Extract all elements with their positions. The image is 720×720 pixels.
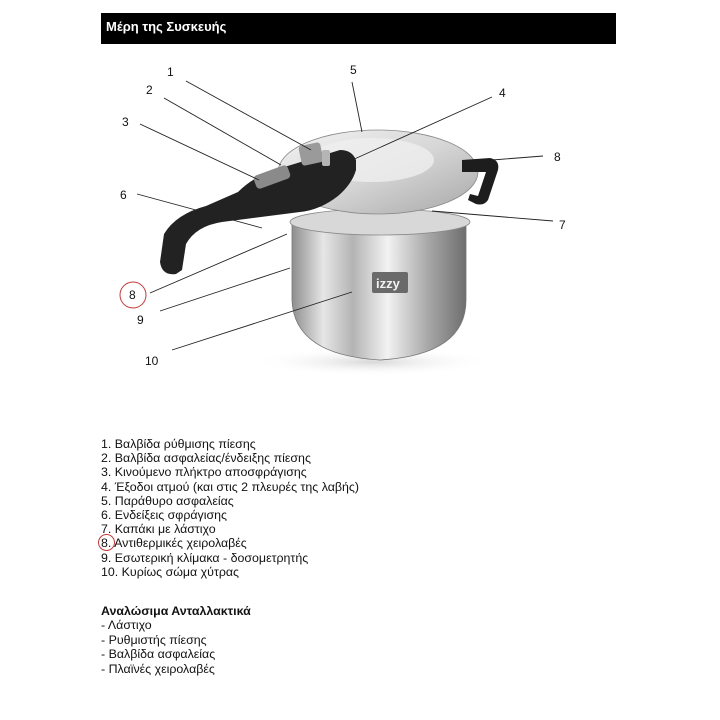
callout-5: 5 (350, 63, 357, 77)
safety-valve (322, 150, 330, 166)
consumables-title: Αναλώσιμα Ανταλλακτικά (101, 604, 251, 618)
parts-list-item: 9. Εσωτερική κλίμακα - δοσομετρητής (101, 550, 309, 565)
consumables-item: - Πλαϊνές χειρολαβές (101, 661, 215, 676)
callout-10: 10 (145, 354, 159, 368)
callout-2: 2 (146, 83, 153, 97)
parts-list-item: 1. Βαλβίδα ρύθμισης πίεσης (101, 437, 256, 451)
callout-3: 3 (122, 115, 129, 129)
parts-list-item: 4. Έξοδοι ατμού (και στις 2 πλευρές της λαβής) (101, 479, 359, 494)
callout-8-right: 8 (554, 150, 561, 164)
callout-7: 7 (559, 218, 566, 232)
section-header (101, 13, 616, 44)
parts-list-item: 2. Βαλβίδα ασφαλείας/ένδειξης πίεσης (101, 451, 311, 466)
callout-6: 6 (120, 188, 127, 202)
callout-9: 9 (137, 313, 144, 327)
callout-4: 4 (499, 86, 506, 100)
parts-list-item: 7. Καπάκι με λάστιχο (101, 522, 216, 537)
parts-list (101, 437, 359, 579)
section-title: Μέρη της Συσκευής (106, 19, 227, 34)
izzy-logo (372, 272, 408, 293)
consumables-item: - Βαλβίδα ασφαλείας (101, 647, 216, 662)
parts-list-item: 6. Ενδείξεις σφράγισης (101, 508, 227, 523)
svg-text:izzy: izzy (376, 276, 400, 291)
parts-list-item: 3. Κινούμενο πλήκτρο αποσφράγισης (101, 465, 307, 480)
parts-list-item-text: 8. Αντιθερμικές χειρολαβές (101, 536, 247, 551)
parts-list-item: 5. Παράθυρο ασφαλείας (101, 493, 234, 508)
consumables-item: - Ρυθμιστής πίεσης (101, 632, 207, 647)
consumables-section (101, 604, 251, 676)
callout-1: 1 (167, 65, 174, 79)
consumables-item: - Λάστιχο (101, 618, 152, 633)
parts-list-item-highlighted (101, 536, 359, 550)
parts-list-item: 10. Κυρίως σώμα χύτρας (101, 564, 240, 579)
callout-8-left: 8 (129, 288, 136, 302)
pressure-cooker-diagram (0, 50, 720, 390)
